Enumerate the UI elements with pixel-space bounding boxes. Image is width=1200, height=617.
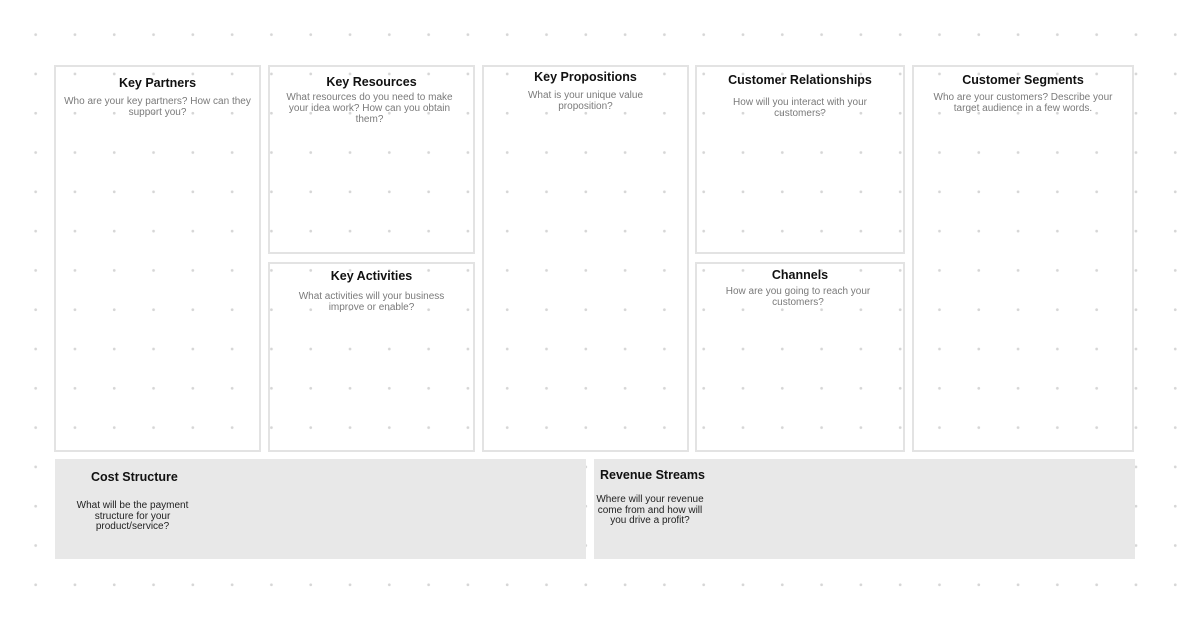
- customer-segments-title: Customer Segments: [962, 73, 1084, 87]
- channels-card[interactable]: [695, 262, 905, 452]
- cost-structure-description: What will be the payment structure for your product/service?: [76, 500, 189, 532]
- key-resources-card[interactable]: [268, 65, 475, 254]
- key-resources-title: Key Resources: [326, 75, 417, 89]
- key-partners-title: Key Partners: [118, 76, 197, 90]
- customer-relationships-description: How will you interact with your customers?: [733, 97, 867, 119]
- revenue-streams-block[interactable]: [594, 459, 1135, 559]
- cost-structure-block[interactable]: [55, 459, 586, 559]
- key-activities-title: Key Activities: [330, 269, 413, 283]
- key-propositions-title: Key Propositions: [534, 70, 637, 84]
- key-propositions-card[interactable]: [482, 65, 689, 452]
- channels-title: Channels: [771, 268, 829, 282]
- key-resources-description: What resources do you need to make your idea work? How can you obtain them?: [286, 92, 453, 125]
- customer-segments-description: Who are your customers? Describe your target audience in a few words.: [933, 92, 1113, 114]
- revenue-streams-title: Revenue Streams: [600, 468, 705, 482]
- key-activities-description: What activities will your business improve or enable?: [298, 291, 445, 313]
- revenue-streams-description: Where will your revenue come from and how will you drive a profit?: [596, 494, 704, 526]
- cost-structure-title: Cost Structure: [91, 470, 178, 484]
- customer-segments-card[interactable]: [912, 65, 1134, 452]
- channels-description: How are you going to reach your customers?: [725, 286, 871, 308]
- customer-relationships-title: Customer Relationships: [728, 73, 872, 87]
- key-activities-card[interactable]: [268, 262, 475, 452]
- key-partners-description: Who are your key partners? How can they support you?: [64, 96, 251, 118]
- customer-relationships-card[interactable]: [695, 65, 905, 254]
- key-partners-card[interactable]: [54, 65, 261, 452]
- key-propositions-description: What is your unique value proposition?: [527, 90, 644, 112]
